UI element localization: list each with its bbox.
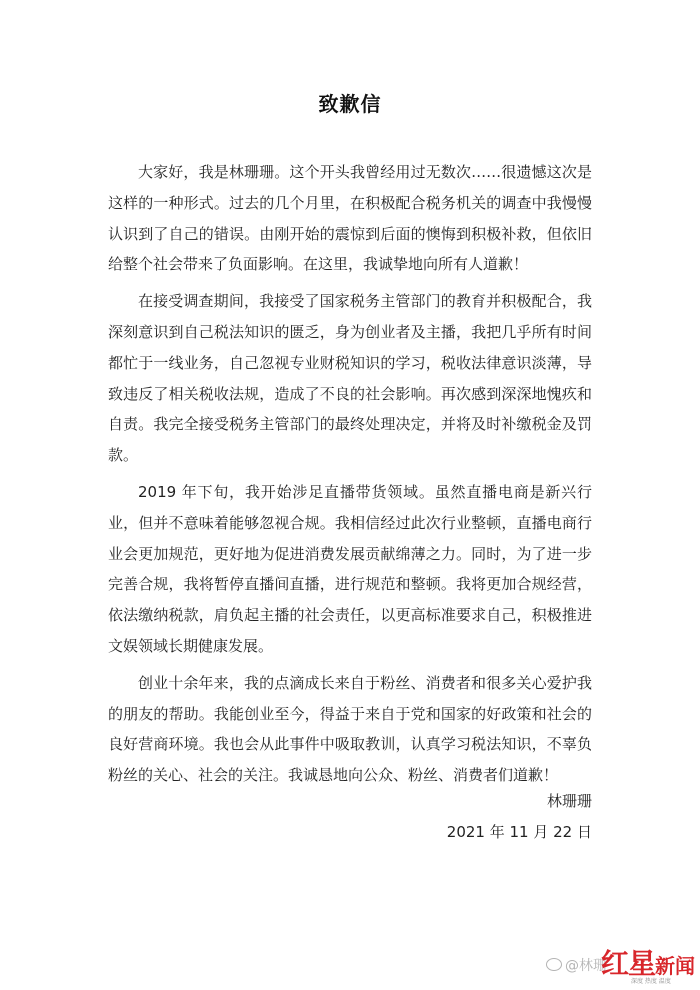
signature-date: 2021 年 11 月 22 日 <box>446 823 592 841</box>
logo-news: 新闻 <box>655 954 695 978</box>
letter-title: 致歉信 <box>318 92 382 116</box>
letter-paragraph-4: 创业十余年来，我的点滴成长来自于粉丝、消费者和很多关心爱护我的朋友的帮助。我能创业至今，得益于来自于党和国家的好政策和社会的良好营商环境。我也会从此事件中吸取教训，认真学习税法知识，不辜负粉丝的关心、社会的关注。我诚恳地向公众、粉丝、消费者们道歉！ <box>108 673 592 785</box>
weibo-watermark <box>546 955 607 975</box>
letter-paragraph-3: 2019 年下旬，我开始涉足直播带货领域。虽然直播电商是新兴行业，但并不意味着能够忽视合规。我相信经过此次行业整顿，直播电商行业会更加规范，更好地为促进消费发展贡献绵薄之力。同时，为了进一步完善合规，我将暂停直播间直播，进行规范和整顿。我将更加合规经营，依法缴纳税款，肩负起主播的社会责任，以更高标准要求自己，积极推进文娱领域长期健康发展。 <box>108 482 592 655</box>
logo-char-xing: 星 <box>628 947 657 980</box>
letter-body <box>108 157 592 797</box>
watermark <box>546 938 700 988</box>
weibo-icon <box>546 958 562 971</box>
hongxing-news-logo <box>601 942 699 986</box>
weibo-handle: @林珊 <box>565 958 607 974</box>
signature-name: 林珊珊 <box>546 792 592 810</box>
signature-block <box>447 786 592 848</box>
logo-tagline: 深度 热度 温度 <box>631 978 671 985</box>
letter-paragraph-1: 大家好，我是林珊珊。这个开头我曾经用过无数次……很遗憾这次是这样的一种形式。过去的几个月里，在积极配合税务机关的调查中我慢慢认识到了自己的错误。由刚开始的震惊到后面的懊悔到积极补救，但依旧给整个社会带来了负面影响。在这里，我诚挚地向所有人道歉！ <box>108 163 592 274</box>
logo-char-hong: 红 <box>601 947 630 980</box>
letter-paragraph-2: 在接受调查期间，我接受了国家税务主管部门的教育并积极配合，我深刻意识到自己税法知识的匮乏，身为创业者及主播，我把几乎所有时间都忙于一线业务，自己忽视专业财税知识的学习，税收法律意识淡薄，导致违反了相关税收法规，造成了不良的社会影响。再次感到深深地愧疚和自责。我完全接受税务主管部门的最终处理决定，并将及时补缴税金及罚款。 <box>108 292 592 465</box>
